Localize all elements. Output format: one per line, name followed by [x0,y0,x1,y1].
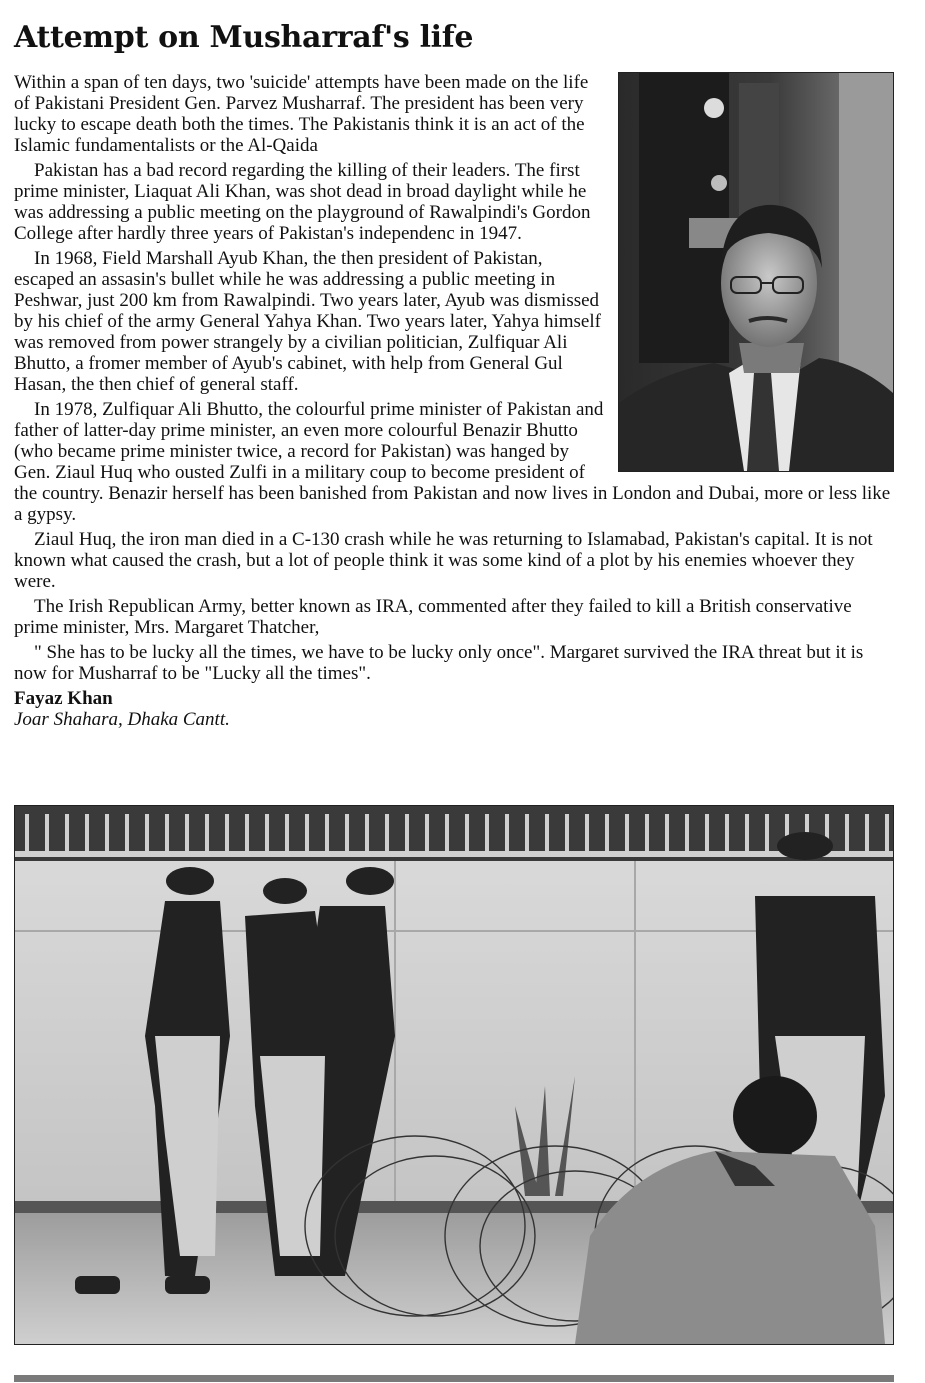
portrait-photo [618,72,894,472]
security-personnel-photo [14,805,894,1345]
headline: Attempt on Musharraf's life [14,20,474,55]
article-body [14,72,894,730]
paragraph-6: The Irish Republican Army, better known as IRA, commented after they failed to kill a British conservative prime minister, Mrs. Margaret Thatcher, [14,596,852,638]
paragraph-3: In 1968, Field Marshall Ayub Khan, the then president of Pakistan, escaped an assasin's bullet while he was addressing a public meeting in Peshwar, just 200 km from Rawalpindi. Two years later, Ayub was dismissed by his chief of the army General Yahya Khan. Two years later, Yahya himself was removed from power strangely by a civilian politician, Zulfiquar Ali Bhutto, a fromer member of Ayub's cabinet, with help from General Gul Hasan, the then chief of general staff. [14,248,601,395]
author-location: Joar Shahara, Dhaka Cantt. [14,709,230,730]
paragraph-5: Ziaul Huq, the iron man died in a C-130 crash while he was returning to Islamabad, Pakistan's capital. It is not known what caused the crash, but a lot of people think it was some kind of a plot by his enemies whoever they were. [14,529,873,592]
bottom-rule [14,1375,894,1382]
paragraph-4: In 1978, Zulfiquar Ali Bhutto, the colourful prime minister of Pakistan and father of latter-day prime minister, an even more colourful Benazir Bhutto (who became prime minister twice, a record for Pakistan) was hanged by Gen. Ziaul Huq who ousted Zulfi in a military coup to become president of the country. Benazir herself has been banished from Pakistan and now lives in London and Dubai, more or less like a gypsy. [14,399,891,525]
paragraph-2: Pakistan has a bad record regarding the killing of their leaders. The first prime minister, Liaquat Ali Khan, was shot dead in broad daylight while he was addressing a public meeting on the playground of Rawalpindi's Gordon College after hardly three years of Pakistan's independenc in 1947. [14,160,591,244]
author-name: Fayaz Khan [14,688,113,709]
paragraph-7: " She has to be lucky all the times, we have to be lucky only once". Margaret survived the IRA threat but it is now for Musharraf to be "Lucky all the times". [14,642,864,684]
paragraph-1: Within a span of ten days, two 'suicide' attempts have been made on the life of Pakistani President Gen. Parvez Musharraf. The president has been very lucky to escape death both the times. The Pakistanis think it is an act of the Islamic fundamentalists or the Al-Qaida [14,72,589,156]
